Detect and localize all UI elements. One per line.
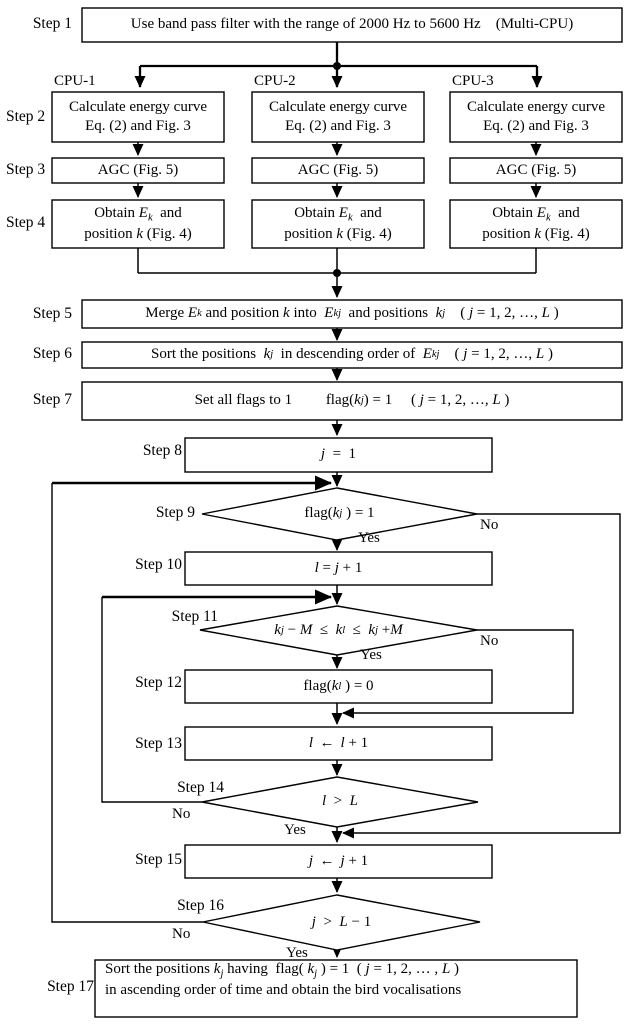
step-15-text: j ← j + 1 bbox=[308, 852, 369, 869]
step-17-line1: Sort the positions $k_j$ having flag( $k_j$ ) = 1 ( j = 1, 2, … , L ) bbox=[105, 961, 460, 980]
step-16-label: Step 16 bbox=[177, 897, 224, 914]
step-1-text: Use band pass filter with the range of 2000 Hz to 5600 Hz (Multi-CPU) bbox=[130, 16, 574, 33]
step-11-no-label: No bbox=[480, 633, 499, 649]
step-4-line1: Obtain $E_k$ and bbox=[492, 204, 580, 224]
step-17-text bbox=[95, 960, 577, 1017]
step-14-label: Step 14 bbox=[177, 779, 224, 796]
step-16-text: j > L − 1 bbox=[311, 913, 372, 930]
step-2-line1: Calculate energy curve bbox=[269, 98, 407, 115]
step-2-text-cpu1 bbox=[52, 92, 224, 142]
step-8-text: j = 1 bbox=[320, 446, 357, 463]
step-11-text: k j − M ≤ k l ≤ k j + M bbox=[274, 621, 403, 638]
step-2-line1: Calculate energy curve bbox=[69, 98, 207, 115]
step-3-text-cpu2: AGC (Fig. 5) bbox=[297, 161, 379, 178]
step-4-line2: position k (Fig. 4) bbox=[284, 225, 392, 242]
step-11-yes-label: Yes bbox=[360, 647, 382, 663]
step-6-text: Sort the positions k j in descending order of E kj ( j = 1, 2, …, L ) bbox=[151, 346, 553, 363]
cpu-2-label: CPU-2 bbox=[254, 73, 296, 89]
step-2-line2: Eq. (2) and Fig. 3 bbox=[285, 118, 391, 134]
step-7-text: Set all flags to 1 flag( k j ) = 1 ( j = 1, 2, …, L ) bbox=[194, 392, 510, 409]
step-12-text: flag( k l ) = 0 bbox=[303, 677, 374, 694]
step-10-text: l = j + 1 bbox=[314, 559, 363, 576]
step-6-label: Step 6 bbox=[32, 345, 72, 362]
step-14-yes-label: Yes bbox=[284, 822, 306, 838]
step-4-text-cpu2 bbox=[252, 200, 424, 248]
step-3-text-cpu1: AGC (Fig. 5) bbox=[97, 161, 179, 178]
step-13-text: l ← l + 1 bbox=[308, 734, 369, 751]
step-16-no-label: No bbox=[172, 926, 191, 942]
step-8-label: Step 8 bbox=[142, 442, 182, 459]
step-1-label: Step 1 bbox=[32, 15, 72, 32]
step-17-line2: in ascending order of time and obtain the bird vocalisations bbox=[105, 982, 462, 998]
step-4-line2: position k (Fig. 4) bbox=[482, 225, 590, 242]
step-3-text-cpu3: AGC (Fig. 5) bbox=[495, 161, 577, 178]
step-12-label: Step 12 bbox=[135, 674, 182, 691]
step-4-line2: position k (Fig. 4) bbox=[84, 225, 192, 242]
step-15-label: Step 15 bbox=[135, 851, 182, 868]
step-2-line1: Calculate energy curve bbox=[467, 98, 605, 115]
step-2-line2: Eq. (2) and Fig. 3 bbox=[85, 118, 191, 134]
step-4-text-cpu1 bbox=[52, 200, 224, 248]
step-9-no-label: No bbox=[480, 517, 499, 533]
cpu-3-label: CPU-3 bbox=[452, 73, 494, 89]
step-11-label: Step 11 bbox=[171, 608, 218, 625]
step-7-label: Step 7 bbox=[32, 391, 72, 408]
junction-dot-merge bbox=[333, 269, 341, 277]
step-5-text: Merge E k and position k into E kj and positions k j ( j = 1, 2, …, L ) bbox=[145, 305, 559, 322]
step-4-text-cpu3 bbox=[450, 200, 622, 248]
step-3-label: Step 3 bbox=[6, 161, 46, 178]
step-4-line1: Obtain $E_k$ and bbox=[294, 204, 382, 224]
step-2-text-cpu2 bbox=[252, 92, 424, 142]
step-2-label: Step 2 bbox=[6, 108, 46, 125]
step-9-yes-label: Yes bbox=[358, 530, 380, 546]
step-14-no-label: No bbox=[172, 806, 191, 822]
cpu-1-label: CPU-1 bbox=[54, 73, 96, 89]
step-14-text: l > L bbox=[322, 793, 358, 810]
step-10-label: Step 10 bbox=[135, 556, 182, 573]
step-4-line1: Obtain $E_k$ and bbox=[94, 204, 182, 224]
step-13-label: Step 13 bbox=[135, 735, 182, 752]
step-2-text-cpu3 bbox=[450, 92, 622, 142]
step-5-label: Step 5 bbox=[32, 305, 72, 322]
step-9-text: flag( k j ) = 1 bbox=[304, 505, 375, 522]
step-2-line2: Eq. (2) and Fig. 3 bbox=[483, 118, 589, 134]
step-16-yes-label: Yes bbox=[286, 945, 308, 961]
step-4-label: Step 4 bbox=[6, 214, 46, 231]
step-17-label: Step 17 bbox=[47, 978, 94, 995]
junction-dot-top bbox=[333, 62, 341, 70]
step-9-label: Step 9 bbox=[155, 504, 195, 521]
